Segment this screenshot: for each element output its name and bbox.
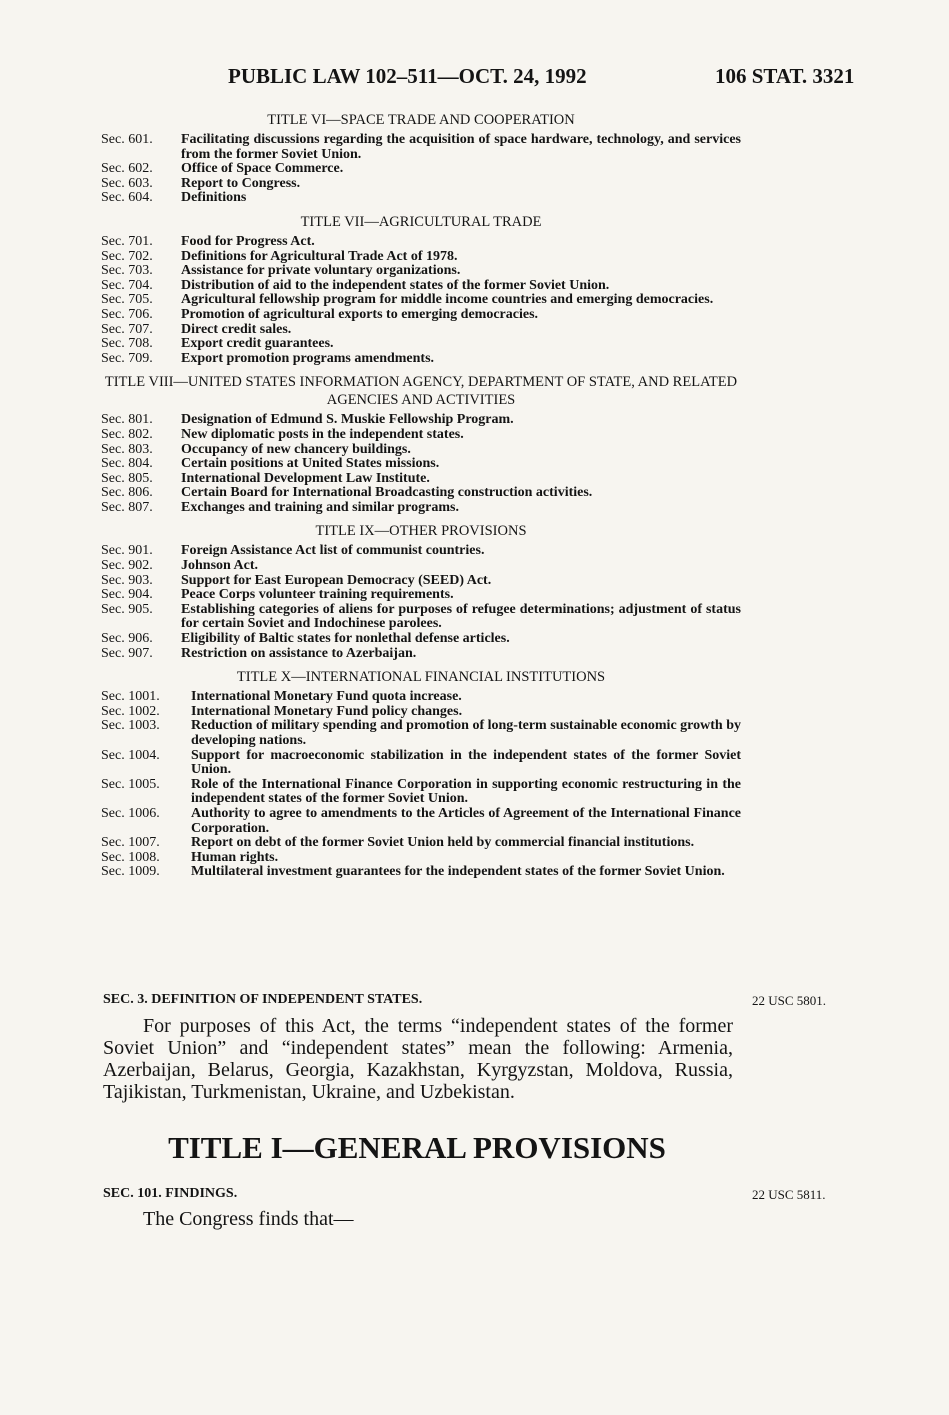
toc-section-title: Definitions: [181, 190, 247, 206]
toc-section-number: Sec. 602.: [101, 161, 153, 177]
toc-entry: [101, 413, 741, 428]
toc-section-number: Sec. 802.: [101, 426, 153, 442]
toc-entry: [101, 177, 741, 192]
toc-section-title: Eligibility of Baltic states for nonlethal defense articles.: [181, 631, 510, 647]
section-101-intro: The Congress finds that—: [143, 1208, 354, 1230]
toc-title-heading: TITLE X—INTERNATIONAL FINANCIAL INSTITUTIONS: [236, 669, 606, 686]
toc-title-heading: TITLE VIII—UNITED STATES INFORMATION AGENCY, DEPARTMENT OF STATE, AND RELATED AGENCIES AND ACTIVITIES: [104, 374, 738, 409]
toc-entry: [101, 250, 741, 265]
toc-section-number: Sec. 1007.: [101, 835, 160, 851]
toc-section-number: Sec. 708.: [101, 336, 153, 352]
toc-section-number: Sec. 902.: [101, 558, 153, 574]
toc-section-title: Designation of Edmund S. Muskie Fellowship Program.: [181, 412, 514, 428]
section-101-heading: SEC. 101. FINDINGS.: [103, 1186, 238, 1201]
table-of-contents: [101, 111, 741, 887]
toc-entry: [101, 749, 741, 778]
toc-section-number: Sec. 705.: [101, 292, 153, 308]
section-3: [103, 992, 733, 1103]
margin-note-sec101: 22 USC 5811.: [752, 1187, 826, 1202]
toc-entry: [101, 264, 741, 279]
toc-section-title: International Monetary Fund quota increase.: [191, 689, 462, 705]
toc-entry: [101, 279, 741, 294]
toc-section-title: Restriction on assistance to Azerbaijan.: [181, 645, 417, 661]
toc-section-number: Sec. 1009.: [101, 864, 160, 880]
toc-entry: [101, 778, 741, 807]
margin-note-sec3: 22 USC 5801.: [752, 993, 827, 1008]
title-1-heading: TITLE I—GENERAL PROVISIONS: [168, 1130, 666, 1165]
toc-entry: [101, 807, 741, 836]
toc-section-number: Sec. 901.: [101, 543, 153, 559]
toc-section-number: Sec. 709.: [101, 350, 153, 366]
toc-section-title: Peace Corps volunteer training requirements.: [181, 587, 454, 603]
toc-entry: [101, 457, 741, 472]
toc-entry: [101, 705, 741, 720]
toc-section-number: Sec. 905.: [101, 601, 153, 617]
toc-entry: [101, 603, 741, 632]
toc-section-number: Sec. 803.: [101, 441, 153, 457]
toc-section-list: [101, 133, 741, 206]
toc-section-number: Sec. 805.: [101, 470, 153, 486]
toc-entry: [101, 133, 741, 162]
toc-section-title: Foreign Assistance Act list of communist countries.: [181, 543, 485, 559]
toc-section-number: Sec. 706.: [101, 306, 153, 322]
toc-section-number: Sec. 1002.: [101, 703, 160, 719]
toc-section-title: Export promotion programs amendments.: [181, 350, 435, 366]
toc-entry: [101, 235, 741, 250]
toc-section-title: International Development Law Institute.: [181, 470, 430, 486]
toc-section-title: Agricultural fellowship program for middle income countries and emerging democracies.: [181, 292, 714, 308]
toc-entry: [101, 293, 741, 308]
toc-section-number: Sec. 1005.: [101, 776, 160, 792]
toc-entry: [101, 544, 741, 559]
toc-section-title: Reduction of military spending and promotion of long-term sustainable economic growth by developing nations.: [191, 718, 741, 748]
toc-entry: [101, 851, 741, 866]
toc-entry: [101, 443, 741, 458]
toc-section-number: Sec. 906.: [101, 631, 153, 647]
toc-entry: [101, 690, 741, 705]
toc-section-title: Support for East European Democracy (SEED) Act.: [181, 572, 492, 588]
toc-section-title: Role of the International Finance Corporation in supporting economic restructuring in the independent states of the former Soviet Union.: [191, 776, 741, 807]
page-header: [0, 64, 949, 94]
toc-section-number: Sec. 907.: [101, 645, 153, 661]
toc-entry: [101, 486, 741, 501]
toc-section-number: Sec. 1003.: [101, 718, 160, 734]
toc-section-title: Distribution of aid to the independent states of the former Soviet Union.: [181, 277, 610, 293]
toc-section-title: New diplomatic posts in the independent states.: [181, 426, 464, 442]
toc-entry: [101, 574, 741, 589]
toc-entry: [101, 865, 741, 880]
toc-section-title: International Monetary Fund policy changes.: [191, 703, 463, 719]
section-3-body: For purposes of this Act, the terms “independent states of the former Soviet Union” and “independent states” mean the following: Armenia, Azerbaijan, Belarus, Georgia, Kazakhstan, Kyrgyzstan, Moldova, Russia, Tajikistan, Turkmenistan, Ukraine, and Uzbekistan.: [103, 1015, 733, 1103]
toc-section-number: Sec. 801.: [101, 412, 153, 428]
toc-title-heading: TITLE VII—AGRICULTURAL TRADE: [300, 213, 542, 230]
toc-section-number: Sec. 601.: [101, 132, 153, 147]
public-law-citation: PUBLIC LAW 102–511—OCT. 24, 1992: [228, 64, 587, 88]
toc-section-number: Sec. 804.: [101, 456, 153, 472]
toc-section-number: Sec. 903.: [101, 572, 153, 588]
toc-section-list: [101, 235, 741, 366]
toc-entry: [101, 632, 741, 647]
toc-entry: [101, 836, 741, 851]
toc-section-title: Direct credit sales.: [181, 321, 292, 337]
toc-entry: [101, 501, 741, 516]
toc-section-number: Sec. 702.: [101, 248, 153, 264]
toc-section-number: Sec. 707.: [101, 321, 153, 337]
toc-entry: [101, 559, 741, 574]
statute-page-number: 106 STAT. 3321: [715, 64, 855, 88]
toc-section-title: Food for Progress Act.: [181, 233, 315, 249]
section-3-heading: SEC. 3. DEFINITION OF INDEPENDENT STATES.: [103, 992, 423, 1007]
toc-section-number: Sec. 704.: [101, 277, 153, 293]
toc-entry: [101, 352, 741, 367]
toc-section-title: Human rights.: [191, 849, 279, 865]
toc-entry: [101, 323, 741, 338]
toc-entry: [101, 472, 741, 487]
toc-entry: [101, 162, 741, 177]
toc-section-number: Sec. 1006.: [101, 805, 160, 821]
toc-section-number: Sec. 806.: [101, 485, 153, 501]
toc-section-number: Sec. 701.: [101, 233, 153, 249]
toc-section-number: Sec. 604.: [101, 190, 153, 206]
toc-section-number: Sec. 703.: [101, 263, 153, 279]
toc-section-number: Sec. 603.: [101, 175, 153, 191]
toc-title-heading: TITLE IX—OTHER PROVISIONS: [315, 523, 527, 540]
toc-section-title: Occupancy of new chancery buildings.: [181, 441, 411, 457]
toc-section-title: Facilitating discussions regarding the acquisition of space hardware, technology, and services from the former Soviet Union.: [181, 132, 741, 162]
toc-section-title: Definitions for Agricultural Trade Act of 1978.: [181, 248, 458, 264]
toc-section-number: Sec. 1001.: [101, 689, 160, 705]
toc-entry: [101, 719, 741, 748]
toc-section-title: Certain Board for International Broadcasting construction activities.: [181, 485, 593, 501]
toc-section-title: Report to Congress.: [181, 175, 301, 191]
toc-section-title: Certain positions at United States missions.: [181, 456, 440, 472]
toc-section-list: [101, 690, 741, 880]
toc-entry: [101, 588, 741, 603]
toc-section-number: Sec. 904.: [101, 587, 153, 603]
toc-entry: [101, 337, 741, 352]
toc-section-title: Support for macroeconomic stabilization in the independent states of the former Soviet Union.: [191, 747, 741, 778]
toc-section-title: Multilateral investment guarantees for the independent states of the former Soviet Union.: [191, 864, 725, 880]
toc-section-title: Export credit guarantees.: [181, 336, 334, 352]
toc-section-number: Sec. 1008.: [101, 849, 160, 865]
toc-section-list: [101, 413, 741, 515]
toc-entry: [101, 191, 741, 206]
toc-section-title: Assistance for private voluntary organizations.: [181, 263, 461, 279]
toc-section-title: Exchanges and training and similar programs.: [181, 499, 459, 515]
toc-section-number: Sec. 807.: [101, 499, 153, 515]
toc-section-number: Sec. 1004.: [101, 747, 160, 763]
toc-section-title: Johnson Act.: [181, 558, 259, 574]
toc-section-list: [101, 544, 741, 661]
toc-entry: [101, 308, 741, 323]
toc-title-heading: TITLE VI—SPACE TRADE AND COOPERATION: [267, 112, 575, 128]
toc-section-title: Promotion of agricultural exports to emerging democracies.: [181, 306, 539, 322]
toc-section-title: Authority to agree to amendments to the Articles of Agreement of the International Finance Corporation.: [191, 805, 741, 836]
toc-section-title: Report on debt of the former Soviet Union held by commercial financial institutions.: [191, 835, 695, 851]
toc-entry: [101, 647, 741, 662]
toc-section-title: Establishing categories of aliens for purposes of refugee determinations; adjustment of status for certain Soviet and Indochinese parolees.: [181, 601, 741, 632]
toc-entry: [101, 428, 741, 443]
toc-section-title: Office of Space Commerce.: [181, 161, 344, 177]
